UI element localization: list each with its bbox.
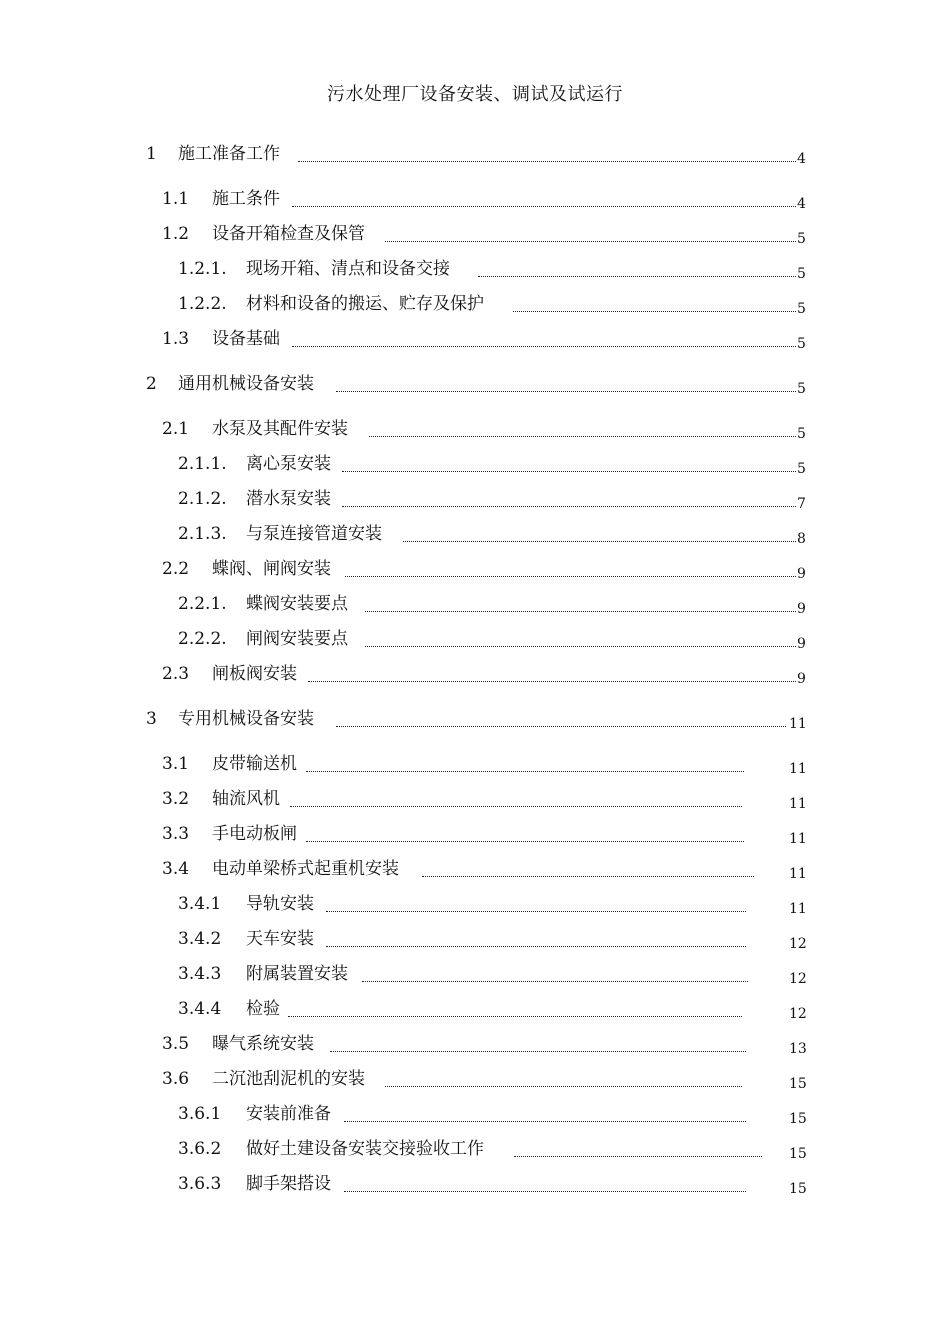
toc-number: 2.2 [162, 559, 190, 579]
toc-page-number: 13 [789, 1041, 807, 1057]
toc-title: 水泵及其配件安装 [212, 419, 348, 439]
toc-page-number: 9 [797, 671, 806, 687]
toc-title: 材料和设备的搬运、贮存及保护 [246, 294, 484, 314]
toc-number: 2.1.1. [178, 454, 227, 474]
toc-number: 1.2 [162, 224, 190, 244]
toc-page-number: 11 [789, 901, 807, 917]
dot-leader [344, 1121, 746, 1122]
toc-title: 与泵连接管道安装 [246, 524, 382, 544]
dot-leader [514, 1156, 762, 1157]
toc-number: 3.1 [162, 754, 190, 774]
toc-title: 检验 [246, 999, 280, 1019]
dot-leader [403, 541, 796, 542]
dot-leader [362, 981, 748, 982]
toc-number: 1.1 [162, 189, 190, 209]
toc-title: 施工条件 [212, 189, 280, 209]
toc-page-number: 5 [797, 231, 806, 247]
toc-number: 3.4.3 [178, 964, 222, 984]
dot-leader [288, 1016, 742, 1017]
toc-title: 设备开箱检查及保管 [212, 224, 365, 244]
toc-page-number: 8 [797, 531, 806, 547]
toc-number: 3.6.1 [178, 1104, 222, 1124]
toc-page-number: 9 [797, 566, 806, 582]
toc-title: 手电动板闸 [212, 824, 297, 844]
toc-title: 施工准备工作 [178, 144, 280, 164]
toc-page-number: 11 [789, 866, 807, 882]
toc-title: 皮带输送机 [212, 754, 297, 774]
dot-leader [290, 806, 742, 807]
toc-number: 2.3 [162, 664, 190, 684]
toc-title: 现场开箱、清点和设备交接 [246, 259, 450, 279]
dot-leader [306, 841, 744, 842]
toc-title: 曝气系统安装 [212, 1034, 314, 1054]
toc-page-number: 11 [789, 716, 807, 732]
toc-number: 2.1.3. [178, 524, 227, 544]
toc-number: 3.2 [162, 789, 190, 809]
toc-title: 脚手架搭设 [246, 1174, 331, 1194]
toc-title: 潜水泵安装 [246, 489, 331, 509]
toc-number: 3.4.1 [178, 894, 222, 914]
toc-number: 3.4 [162, 859, 190, 879]
toc-page-number: 11 [789, 761, 807, 777]
toc-page-number: 5 [797, 266, 806, 282]
toc-page-number: 15 [789, 1181, 807, 1197]
toc-page-number: 5 [797, 381, 806, 397]
toc-title: 电动单梁桥式起重机安装 [212, 859, 399, 879]
document-title: 污水处理厂设备安装、调试及试运行 [327, 84, 623, 105]
toc-number: 3.6 [162, 1069, 190, 1089]
dot-leader [344, 1191, 746, 1192]
dot-leader [342, 506, 796, 507]
toc-page-number: 12 [789, 936, 807, 952]
toc-title: 附属装置安装 [246, 964, 348, 984]
dot-leader [513, 311, 796, 312]
toc-number: 2.1.2. [178, 489, 227, 509]
toc-title: 蝶阀、闸阀安装 [212, 559, 331, 579]
toc-page-number: 12 [789, 1006, 807, 1022]
toc-title: 离心泵安装 [246, 454, 331, 474]
dot-leader [345, 576, 796, 577]
dot-leader [385, 241, 796, 242]
dot-leader [336, 726, 786, 727]
dot-leader [308, 681, 796, 682]
toc-title: 导轨安装 [246, 894, 314, 914]
toc-title: 闸阀安装要点 [246, 629, 348, 649]
toc-number: 3.3 [162, 824, 190, 844]
toc-number: 2.2.2. [178, 629, 227, 649]
toc-number: 3.6.3 [178, 1174, 222, 1194]
toc-title: 安装前准备 [246, 1104, 331, 1124]
dot-leader [336, 391, 796, 392]
toc-page-number: 5 [797, 461, 806, 477]
toc-number: 1.2.2. [178, 294, 227, 314]
dot-leader [365, 646, 796, 647]
dot-leader [292, 206, 796, 207]
dot-leader [342, 471, 796, 472]
toc-title: 天车安装 [246, 929, 314, 949]
toc-number: 2.2.1. [178, 594, 227, 614]
toc-page-number: 9 [797, 636, 806, 652]
dot-leader [326, 911, 746, 912]
toc-number: 3.4.2 [178, 929, 222, 949]
dot-leader [292, 346, 796, 347]
dot-leader [330, 1051, 746, 1052]
toc-title: 闸板阀安装 [212, 664, 297, 684]
toc-page-number: 9 [797, 601, 806, 617]
toc-page-number: 5 [797, 336, 806, 352]
toc-page-number: 15 [789, 1146, 807, 1162]
toc-number: 1 [146, 144, 157, 164]
dot-leader [422, 876, 754, 877]
toc-page-number: 4 [797, 151, 806, 167]
toc-page-number: 15 [789, 1111, 807, 1127]
toc-title: 轴流风机 [212, 789, 280, 809]
toc-page-number: 7 [797, 496, 806, 512]
toc-number: 1.2.1. [178, 259, 227, 279]
toc-page-number: 15 [789, 1076, 807, 1092]
toc-page-number: 5 [797, 426, 806, 442]
toc-number: 2 [146, 374, 157, 394]
dot-leader [326, 946, 746, 947]
dot-leader [306, 771, 744, 772]
dot-leader [478, 276, 796, 277]
toc-title: 蝶阀安装要点 [246, 594, 348, 614]
toc-number: 3.5 [162, 1034, 190, 1054]
toc-title: 二沉池刮泥机的安装 [212, 1069, 365, 1089]
dot-leader [369, 436, 796, 437]
toc-number: 1.3 [162, 329, 190, 349]
toc-title: 设备基础 [212, 329, 280, 349]
dot-leader [365, 611, 796, 612]
dot-leader [298, 161, 796, 162]
toc-page-number: 11 [789, 796, 807, 812]
dot-leader [385, 1086, 742, 1087]
toc-title: 专用机械设备安装 [178, 709, 314, 729]
toc-title: 通用机械设备安装 [178, 374, 314, 394]
toc-number: 3.6.2 [178, 1139, 222, 1159]
toc-number: 3.4.4 [178, 999, 222, 1019]
toc-page-number: 12 [789, 971, 807, 987]
toc-title: 做好土建设备安装交接验收工作 [246, 1139, 484, 1159]
toc-page-number: 4 [797, 196, 806, 212]
toc-number: 3 [146, 709, 157, 729]
toc-page-number: 11 [789, 831, 807, 847]
toc-number: 2.1 [162, 419, 190, 439]
toc-page-number: 5 [797, 301, 806, 317]
